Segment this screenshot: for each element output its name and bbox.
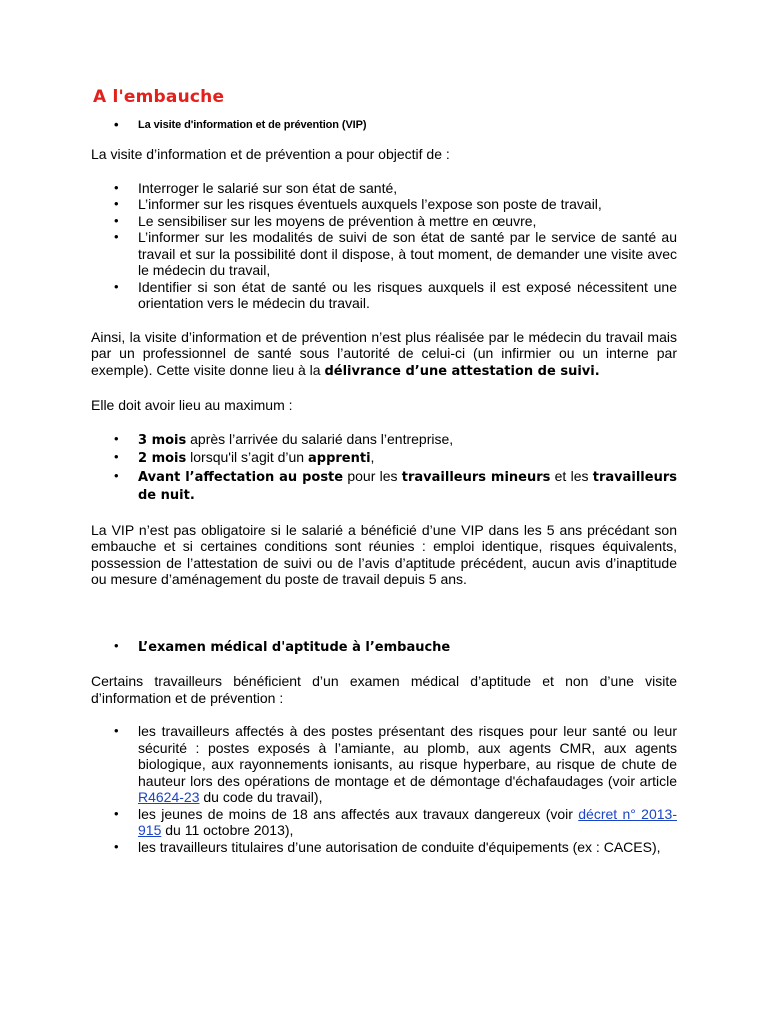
item1-end: du code du travail), — [199, 789, 323, 805]
vip-paragraph-bold: délivrance d’une attestation de suivi. — [324, 363, 600, 379]
list-item: • Identifier si son état de santé ou les risques auxquels il est exposé nécessitent une orientation vers le médecin du travail. — [91, 279, 677, 312]
aptitude-list — [91, 723, 677, 855]
section2-intro: Certains travailleurs bénéficient d’un examen médical d’aptitude et non d’une visite d’information et de prévention : — [91, 673, 677, 706]
list-item — [91, 468, 677, 505]
section2-heading-text: L’examen médical d'aptitude à l’embauche — [138, 639, 451, 655]
section1-heading-list — [91, 118, 677, 132]
delay2-bold2: apprenti — [307, 451, 371, 466]
document-content — [91, 86, 677, 855]
vip-paragraph — [91, 329, 677, 381]
list-item — [91, 449, 677, 468]
section1-heading: • La visite d'information et de prévention (VIP) — [91, 118, 677, 132]
item1-text: les travailleurs affectés à des postes présentant des risques pour leur santé ou leur sécurité : postes exposés à l’amiante, au plomb, aux agents CMR, aux agents biologique, aux rayonnements ionisants, au risque hyperbare, au risque de chute de hauteur lors des opérations de montage et de démontage d'échafaudages (voir article — [138, 723, 677, 789]
decree-link[interactable]: décret n° 2013-915 — [138, 805, 677, 838]
list-item — [91, 806, 677, 839]
list-item: • Interroger le salarié sur son état de santé, — [91, 180, 677, 197]
delay-list — [91, 431, 677, 505]
section2-heading — [91, 638, 677, 657]
list-item — [91, 431, 677, 450]
delay2-bold: 2 mois — [138, 451, 187, 466]
list-item: • L’informer sur les modalités de suivi de son état de santé par le service de santé au travail et sur la possibilité dont il dispose, à tout moment, de demander une visite avec le médecin du travail, — [91, 229, 677, 279]
delay3-bold3: travailleurs de nuit. — [138, 469, 677, 503]
section1-intro: La visite d’information et de prévention a pour objectif de : — [91, 146, 450, 162]
list-item: • L’informer sur les risques éventuels auxquels l’expose son poste de travail, — [91, 196, 677, 213]
delay2-text: lorsqu'il s’agit d’un — [186, 449, 308, 465]
delay-intro: Elle doit avoir lieu au maximum : — [91, 397, 293, 413]
list-item: • les travailleurs titulaires d’une autorisation de conduite d'équipements (ex : CACES), — [91, 839, 677, 856]
delay2-end: , — [370, 449, 375, 465]
item2-end: du 11 octobre 2013), — [161, 822, 294, 838]
page-title: A l'embauche — [93, 87, 225, 107]
article-link[interactable]: R4624-23 — [138, 789, 200, 805]
delay3-bold2: travailleurs mineurs — [401, 469, 551, 485]
delay1-text: après l’arrivée du salarié dans l’entreprise, — [186, 430, 454, 447]
delay1-bold: 3 mois — [138, 432, 187, 448]
objectives-list — [91, 180, 677, 312]
list-item — [91, 723, 677, 806]
vip-paragraph-text: Ainsi, la visite d’information et de prévention n’est plus réalisée par le médecin du travail mais par un professionnel de santé sous l’autorité de celui-ci (un infirmier ou un interne par exemple). Cette visite donne lieu à la — [91, 328, 677, 378]
section2-heading-list — [91, 638, 677, 657]
delay3-bold: Avant l’affectation au poste — [138, 469, 344, 485]
delay3-text: pour les — [343, 467, 402, 484]
delay3-text2: et les — [550, 467, 593, 484]
exemption-paragraph: La VIP n’est pas obligatoire si le salarié a bénéficié d’une VIP dans les 5 ans précédant son embauche et si certaines conditions sont réunies : emploi identique, risques équivalents, possession de l’attestation de suivi ou de l’avis d’aptitude précédent, aucun avis d’inaptitude ou mesure d’aménagement du poste de travail depuis 5 ans. — [91, 521, 677, 587]
list-item: • Le sensibiliser sur les moyens de prévention à mettre en œuvre, — [91, 213, 677, 230]
item2-text: les jeunes de moins de 18 ans affectés aux travaux dangereux (voir — [138, 805, 579, 822]
